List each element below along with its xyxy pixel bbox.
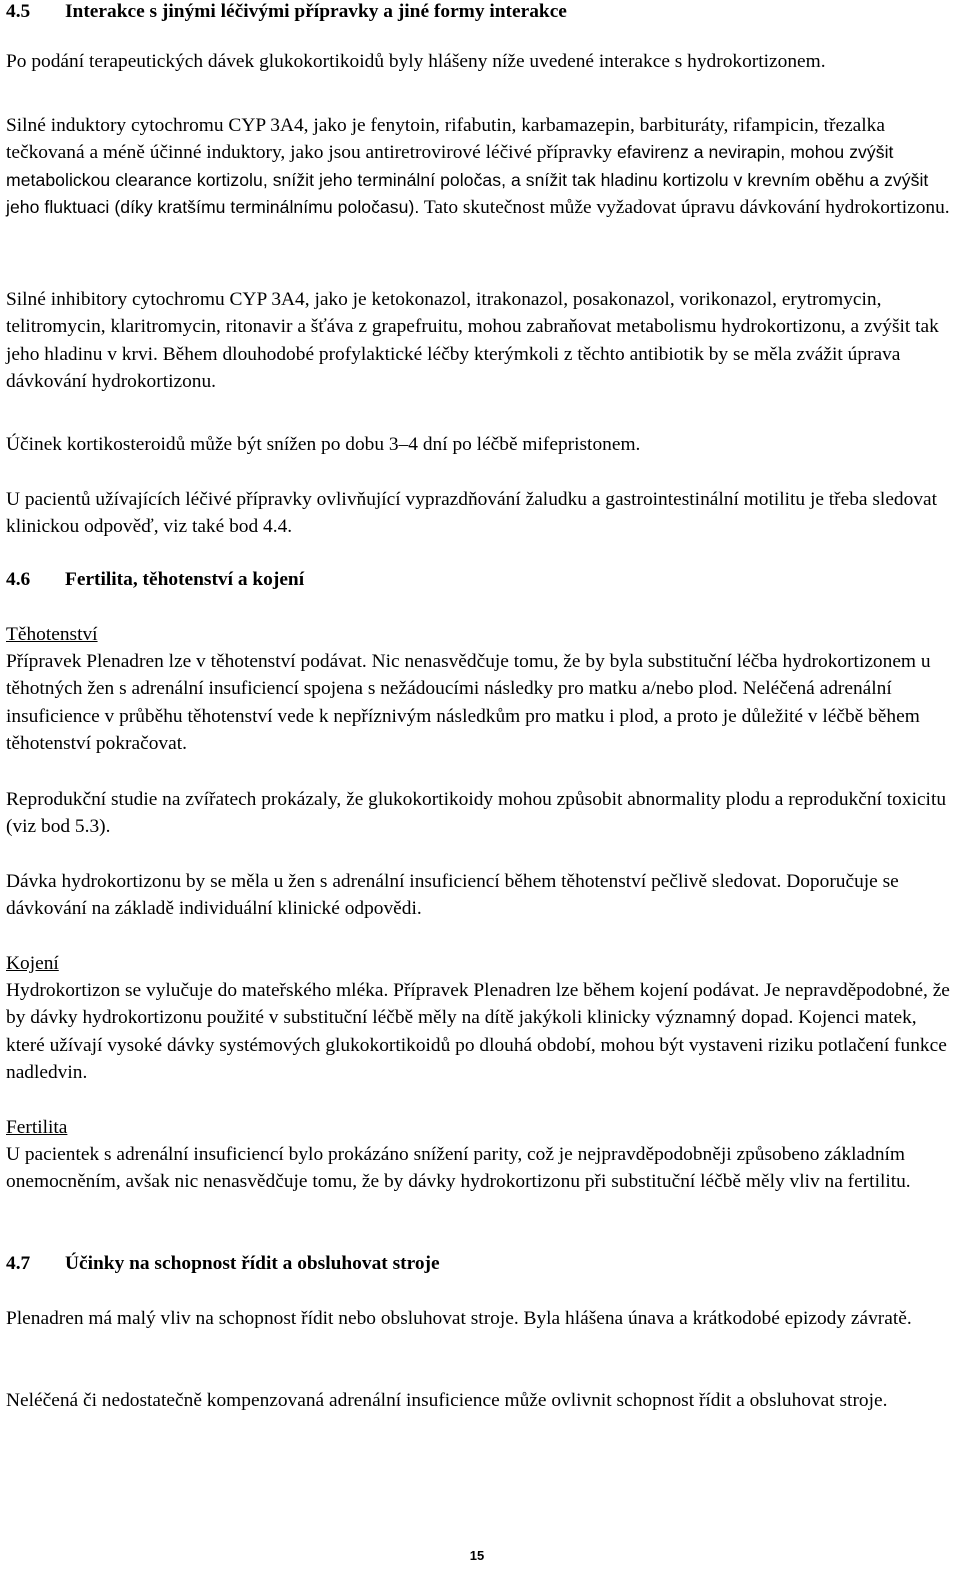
page-footer [0,1548,960,1564]
section-4-6-heading [6,566,954,593]
section-title: Fertilita, těhotenství a kojení [65,569,305,590]
section-4-7-heading [6,1250,954,1277]
section-4-5-heading [6,0,954,25]
inducers-effect-text: efavirenz a nevirapin, mohou zvýšit metabolickou clearance kortizolu, snížit jeho terminální poločas, a snížit tak hladinu kortizolu v krevním oběhu a zvýšit jeho fluktuaci (díky kratšímu terminálnímu poločasu). [6,142,929,217]
reproduction-study-paragraph: Reprodukční studie na zvířatech prokázaly, že glukokortikoidy mohou způsobit abnormality plodu a reprodukční toxicitu (viz bod 5.3). [6,789,947,838]
section-number: 4.5 [6,1,31,22]
fertility-subheading: Fertilita [6,1117,68,1138]
pregnancy-subheading: Těhotenství [6,624,98,645]
inducers-text: Silné induktory cytochromu CYP 3A4, jako je fenytoin, rifabutin, karbamazepin, barbituráty, rifampicin, třezalka tečkovaná a méně účinné induktory, jako jsou antiretrovirové léčivé přípravky [6,115,885,164]
cyp3a4-inhibitors-paragraph: Silné inhibitory cytochromu CYP 3A4, jako je ketokonazol, itrakonazol, posakonazol, vorikonazol, erytromycin, telitromycin, klaritromycin, ritonavir a šťáva z grapefruitu, mohou zabraňovat metabolismu hydrokortizonu, a zvýšit tak jeho hladinu v krvi. Během dlouhodobé profylaktické léčby kterýmkoli z těchto antibiotik by se měla zvážit úprava dávkování hydrokortizonu. [6,289,939,392]
pregnancy-paragraph: Přípravek Plenadren lze v těhotenství podávat. Nic nenasvědčuje tomu, že by byla substituční léčba hydrokortizonem u těhotných žen s adrenální insuficiencí spojena s nežádoucími následky pro matku a/nebo plod. Neléčená adrenální insuficience v průběhu těhotenství vede k nepříznivým následkům pro matku i plod, a proto je důležité v léčbě během těhotenství pokračovat. [6,651,931,754]
driving-effect-paragraph: Plenadren má malý vliv na schopnost řídit nebo obsluhovat stroje. Byla hlášena únava a krátkodobé epizody závratě. [6,1308,912,1329]
section-number: 4.6 [6,569,31,590]
adrenal-insufficiency-driving-paragraph: Neléčená či nedostatečně kompenzovaná adrenální insuficience může ovlivnit schopnost řídit a obsluhovat stroje. [6,1390,888,1411]
interaction-intro-paragraph: Po podání terapeutických dávek glukokortikoidů byly hlášeny níže uvedené interakce s hydrokortizonem. [6,51,826,72]
lactation-subheading: Kojení [6,953,59,974]
inducers-dose-text: Tato skutečnost může vyžadovat úpravu dávkování hydrokortizonu. [419,196,950,218]
mifepristone-paragraph: Účinek kortikosteroidů může být snížen po dobu 3–4 dní po léčbě mifepristonem. [6,434,641,455]
page-number: 15 [469,1548,485,1563]
lactation-paragraph: Hydrokortizon se vylučuje do mateřského mléka. Přípravek Plenadren lze během kojení podávat. Je nepravděpodobné, že by dávky hydrokortizonu použité v substituční léčbě měly na dítě jakýkoli klinicky významný dopad. Kojenci matek, které užívají vysoké dávky systémových glukokortikoidů po dlouhá období, mohou být vystaveni riziku potlačení funkce nadledvin. [6,980,950,1083]
section-title: Interakce s jinými léčivými přípravky a jiné formy interakce [65,1,567,22]
section-title: Účinky na schopnost řídit a obsluhovat stroje [65,1253,440,1274]
section-number: 4.7 [6,1253,31,1274]
pregnancy-dose-paragraph: Dávka hydrokortizonu by se měla u žen s adrenální insuficiencí během těhotenství pečlivě sledovat. Doporučuje se dávkování na základě individuální klinické odpovědi. [6,871,899,920]
fertility-paragraph: U pacientek s adrenální insuficiencí bylo prokázáno snížení parity, což je nejpravděpodobněji způsobeno základním onemocněním, avšak nic nenasvědčuje tomu, že by dávky hydrokortizonu při substituční léčbě měly vliv na fertilitu. [6,1144,911,1193]
gastric-emptying-paragraph: U pacientů užívajících léčivé přípravky ovlivňující vyprazdňování žaludku a gastrointestinální motilitu je třeba sledovat klinickou odpověď, viz také bod 4.4. [6,489,938,538]
cyp3a4-inducers-paragraph [6,112,954,221]
